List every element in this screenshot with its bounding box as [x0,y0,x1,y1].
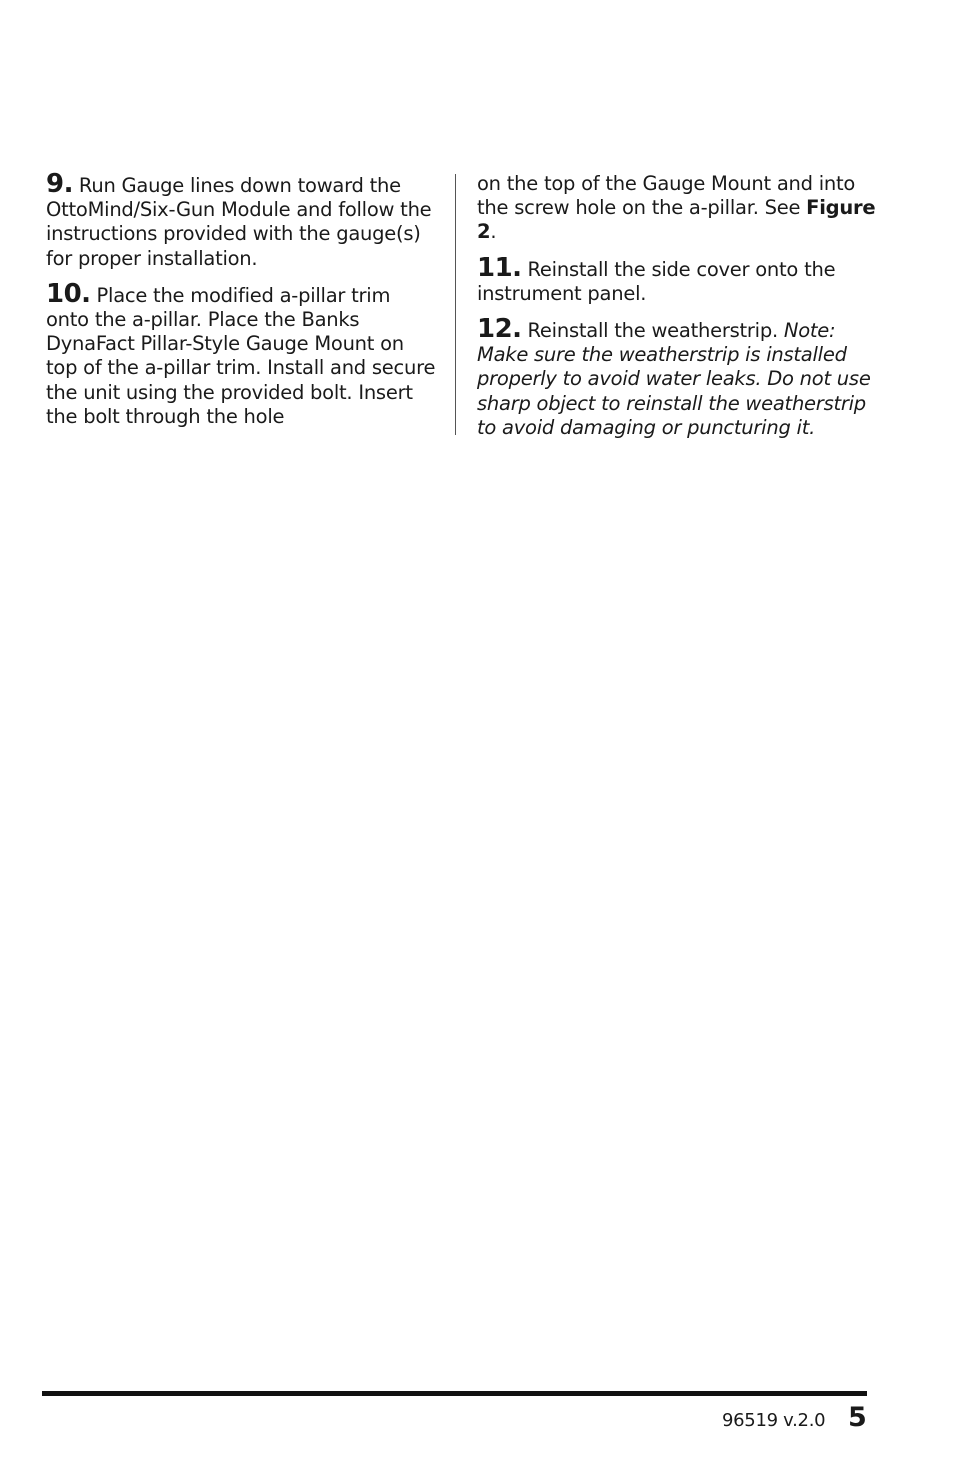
footer-page-number: 5 [848,1402,867,1433]
step-11-text: Reinstall the side cover onto the instrument panel. [477,257,836,305]
step-11-number: 11. [477,252,522,283]
footer-doc-version: 96519 v.2.0 [722,1410,826,1431]
footer-rule [42,1391,867,1396]
left-column [46,169,438,440]
step-12-number: 12. [477,314,522,345]
step-10-text: Place the modified a-pillar trim onto the a-pillar. Place the Banks DynaFact Pillar-Style Gauge Mount on top of the a-pillar trim. Install and secure the unit using the provided bolt. Insert the bolt through the hole [46,283,436,428]
right-column [477,172,887,451]
step-9-number: 9. [46,169,73,199]
step-9-text: Run Gauge lines down toward the OttoMind/Six-Gun Module and follow the instructions provided with the gauge(s) for proper installation. [46,174,432,270]
step-10 [46,278,438,429]
column-divider [455,174,456,435]
step-12-note: Note: Make sure the weatherstrip is installed properly to avoid water leaks. Do not use sharp object to reinstall the weatherstrip to avoid damaging or puncturing it. [477,319,871,439]
step-12-text: Reinstall the weatherstrip. [521,319,784,343]
step-10-number: 10. [46,278,91,309]
step-12 [477,314,887,440]
step-10-continued-end: . [490,220,497,244]
figure-2-reference: Figure 2 [477,196,876,244]
step-11 [477,252,887,306]
step-10-continued-text: on the top of the Gauge Mount and into the screw hole on the a-pillar. See [477,172,856,220]
step-9 [46,169,438,271]
step-10-continued [477,172,887,245]
